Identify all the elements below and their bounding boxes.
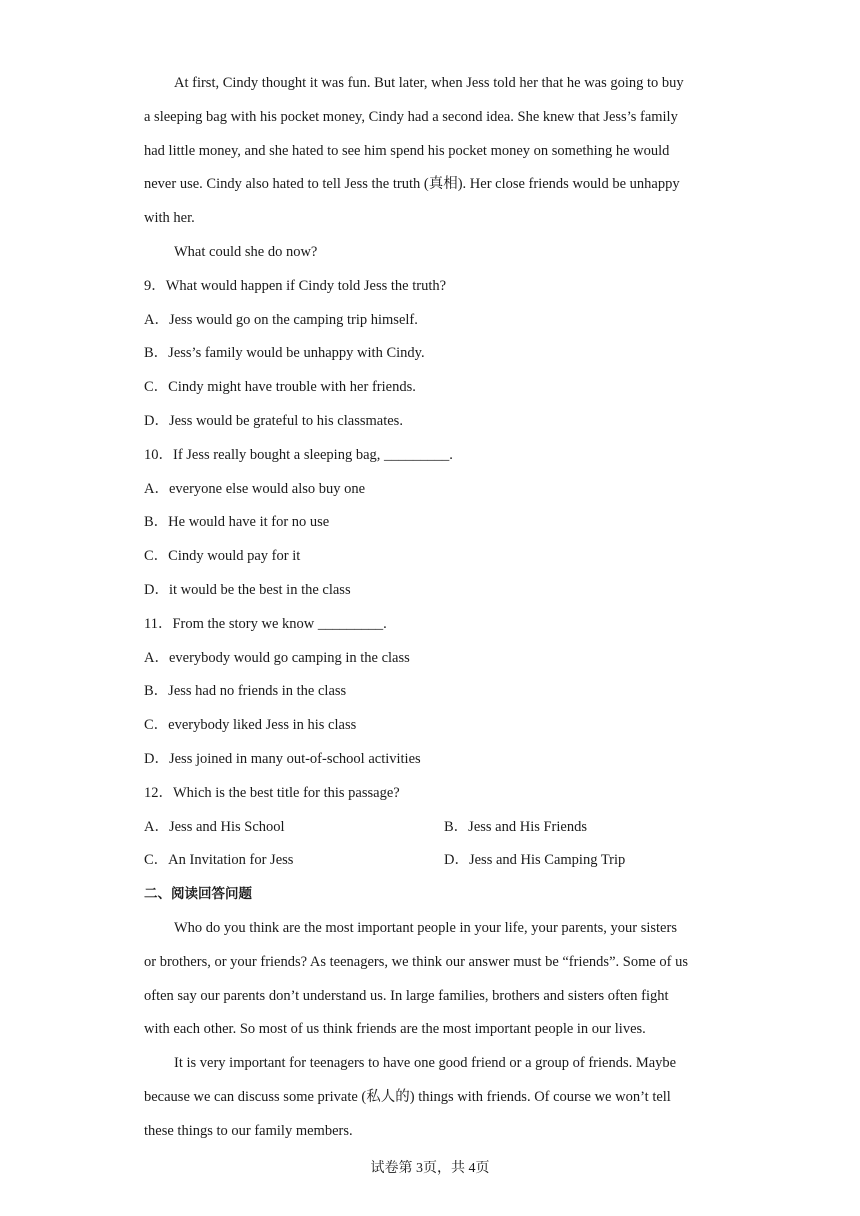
section2-p2-line-3: these things to our family members. (144, 1123, 353, 1139)
passage1-line-5: with her. (144, 210, 195, 226)
page-footer: 试卷第 3页，共 4页 (370, 1161, 490, 1176)
question-10-option-b: B．He would have it for no use (144, 514, 330, 530)
question-11-option-c: C．everybody liked Jess in his class (144, 717, 357, 733)
question-11-option-a: A．everybody would go camping in the class (144, 650, 410, 666)
passage1-line-1: At first, Cindy thought it was fun. But later, when Jess told her that he was going to buy (174, 75, 684, 91)
question-9-option-d: D．Jess would be grateful to his classmates. (144, 413, 403, 429)
section2-p1-line-1: Who do you think are the most important people in your life, your parents, your sisters (174, 920, 677, 936)
question-12-option-b: B．Jess and His Friends (444, 819, 587, 835)
question-12-option-a: A．Jess and His School (144, 819, 285, 835)
section2-p2-line-2: because we can discuss some private (私人的) things with friends. Of course we won’t tell (144, 1089, 671, 1105)
question-10-option-a: A．everyone else would also buy one (144, 481, 366, 497)
section2-p1-line-2: or brothers, or your friends? As teenagers, we think our answer must be “friends”. Some of us (144, 954, 689, 970)
question-9-option-a: A．Jess would go on the camping trip himself. (144, 312, 418, 328)
question-12-stem: 12．Which is the best title for this passage? (144, 785, 400, 801)
section2-p2-line-1: It is very important for teenagers to have one good friend or a group of friends. Maybe (174, 1055, 677, 1071)
question-11-option-b: B．Jess had no friends in the class (144, 683, 347, 699)
question-12-option-d: D．Jess and His Camping Trip (444, 852, 626, 868)
question-9-option-c: C．Cindy might have trouble with her friends. (144, 379, 416, 395)
section2-p1-line-3: often say our parents don’t understand us. In large families, brothers and sisters often fight (144, 988, 669, 1004)
section2-p1-line-4: with each other. So most of us think friends are the most important people in our lives. (144, 1021, 646, 1037)
question-11-stem: 11．From the story we know _________. (144, 616, 387, 632)
question-10-stem: 10．If Jess really bought a sleeping bag, _________. (144, 447, 453, 463)
passage1-line-2: a sleeping bag with his pocket money, Cindy had a second idea. She knew that Jess’s family (144, 109, 678, 125)
question-9-option-b: B．Jess’s family would be unhappy with Cindy. (144, 345, 425, 361)
section-heading: 二、阅读回答问题 (144, 886, 252, 902)
question-11-option-d: D．Jess joined in many out-of-school activities (144, 751, 421, 767)
question-10-option-c: C．Cindy would pay for it (144, 548, 301, 564)
question-12-option-c: C．An Invitation for Jess (144, 852, 294, 868)
passage1-question-line: What could she do now? (174, 244, 318, 260)
question-9-stem: 9．What would happen if Cindy told Jess the truth? (144, 278, 447, 294)
passage1-line-4: never use. Cindy also hated to tell Jess the truth (真相). Her close friends would be unhappy (144, 176, 680, 192)
passage1-line-3: had little money, and she hated to see him spend his pocket money on something he would (144, 143, 670, 159)
question-10-option-d: D．it would be the best in the class (144, 582, 351, 598)
